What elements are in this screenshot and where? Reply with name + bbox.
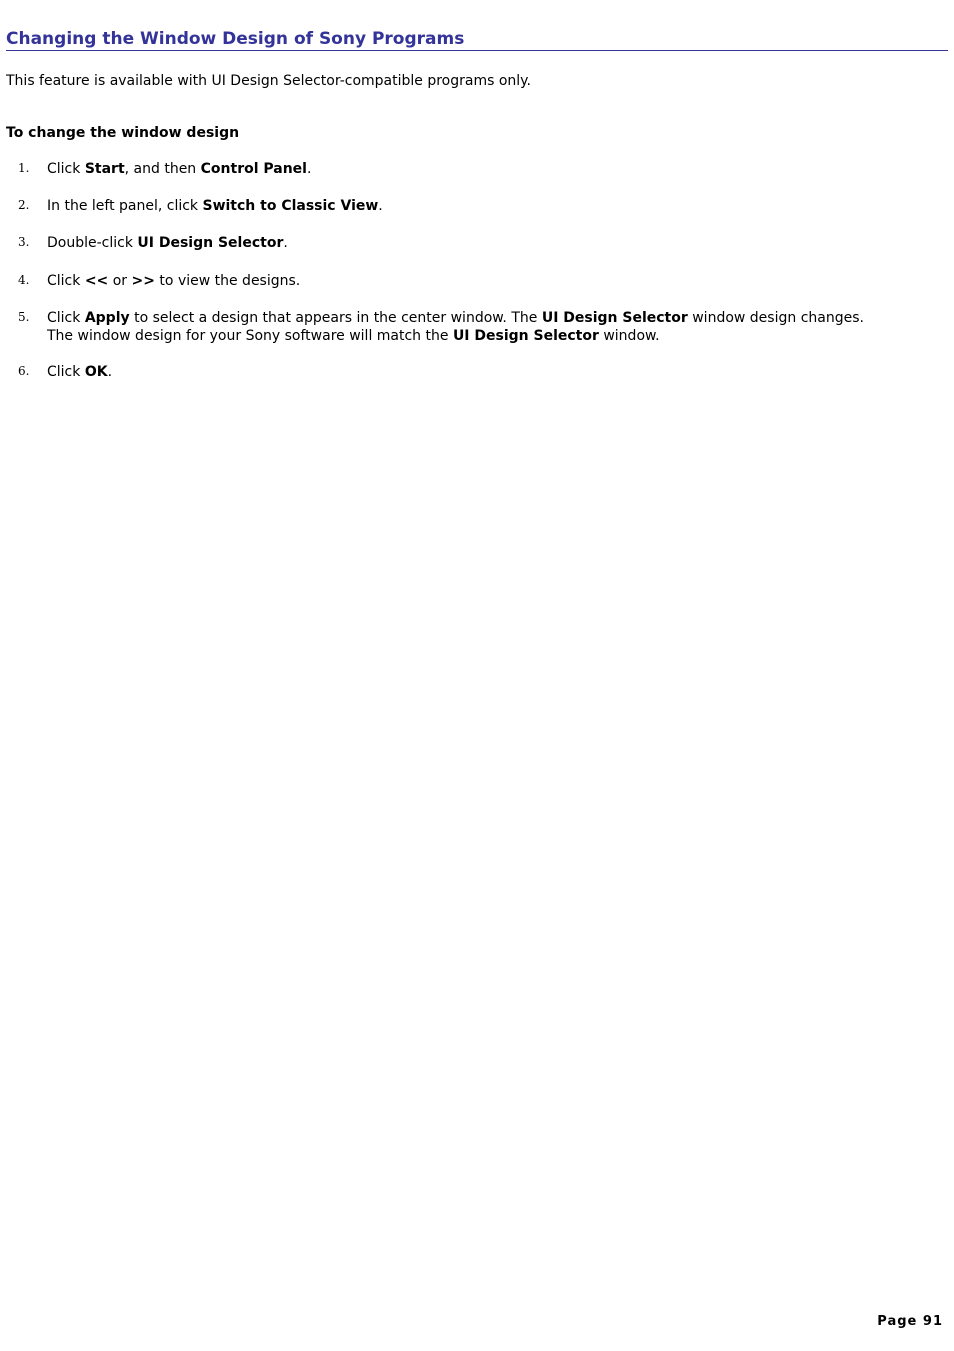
step-text bbox=[47, 363, 877, 381]
step-text-bold: UI Design Selector bbox=[541, 310, 688, 326]
step-text-run: Click bbox=[47, 364, 85, 380]
page-title: Changing the Window Design of Sony Programs bbox=[6, 29, 948, 51]
step-text-run: . bbox=[107, 364, 113, 380]
step-text-run: . bbox=[306, 161, 312, 177]
step-text-run: , and then bbox=[124, 161, 201, 177]
step-text-run: to view the designs. bbox=[154, 273, 301, 289]
step-text-run: or bbox=[108, 273, 132, 289]
step-text-run: to select a design that appears in the center window. The bbox=[129, 310, 542, 326]
step-text-run: Click bbox=[47, 273, 85, 289]
step-text bbox=[47, 272, 877, 290]
page-number bbox=[877, 1314, 943, 1329]
step-text-run: In the left panel, click bbox=[47, 198, 203, 214]
step-text-run: Double-click bbox=[47, 235, 138, 251]
page-number-value: 91 bbox=[922, 1314, 943, 1329]
step-text-run: Click bbox=[47, 161, 85, 177]
step-number: 5. bbox=[18, 310, 30, 324]
step-text-run: window design changes. The window design for your Sony software will match the bbox=[47, 310, 864, 344]
step-number: 3. bbox=[18, 235, 30, 249]
step-text-bold: Switch to Classic View bbox=[202, 198, 379, 214]
step-number: 1. bbox=[18, 161, 30, 175]
step-text bbox=[47, 197, 877, 215]
step-text-bold: Start bbox=[84, 161, 125, 177]
intro-text: This feature is available with UI Design Selector-compatible programs only. bbox=[6, 73, 531, 89]
step-text-run: window. bbox=[598, 328, 660, 344]
step-text bbox=[47, 234, 877, 252]
step-text-run: . bbox=[378, 198, 383, 214]
step-text-bold: >> bbox=[131, 273, 155, 289]
step-text-bold: Apply bbox=[84, 310, 130, 326]
section-heading: To change the window design bbox=[6, 125, 240, 141]
step-number: 6. bbox=[18, 364, 30, 378]
step-text-bold: UI Design Selector bbox=[452, 328, 599, 344]
step-number: 2. bbox=[18, 198, 30, 212]
step-text-run: . bbox=[283, 235, 288, 251]
step-text-bold: UI Design Selector bbox=[137, 235, 284, 251]
step-text bbox=[47, 309, 877, 345]
step-text-bold: OK bbox=[84, 364, 108, 380]
step-text-bold: Control Panel bbox=[200, 161, 307, 177]
page-label: Page bbox=[877, 1314, 918, 1329]
step-text-bold: << bbox=[84, 273, 109, 289]
step-number: 4. bbox=[18, 273, 30, 287]
step-text bbox=[47, 160, 877, 178]
step-text-run: Click bbox=[47, 310, 85, 326]
